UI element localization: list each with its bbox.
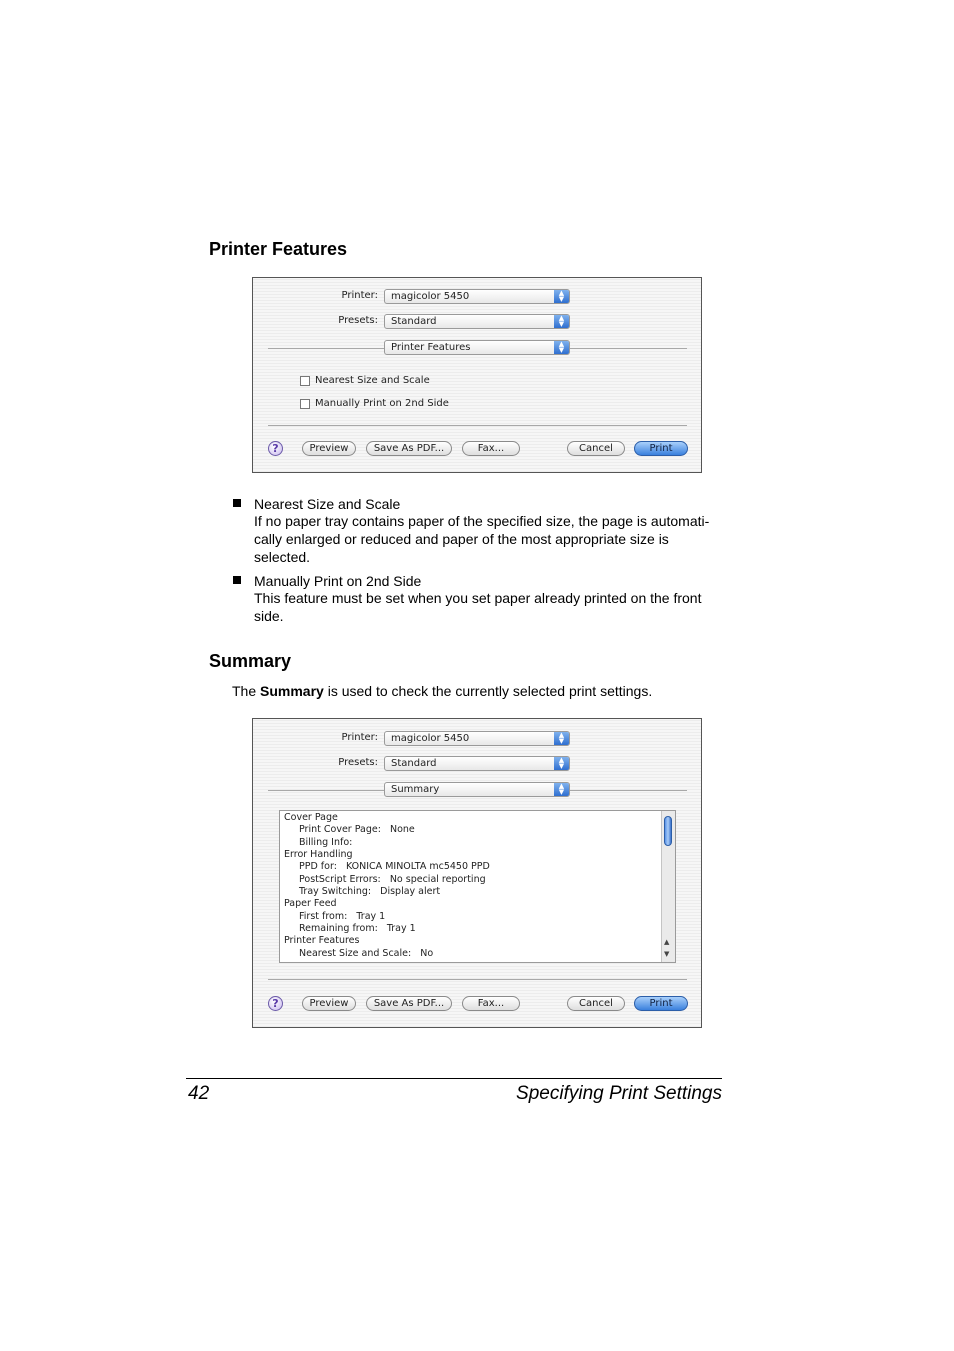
scroll-up-arrow-icon[interactable]: ▲ <box>664 938 670 946</box>
summary-line: Paper Feed <box>284 898 337 909</box>
bullet-desc-line: selected. <box>254 549 311 565</box>
save-as-pdf-button[interactable]: Save As PDF... <box>366 996 452 1011</box>
summary-line: Printer Features <box>284 935 360 946</box>
popup-arrows-icon: ▲ ▼ <box>554 290 569 303</box>
summary-line: Tray Switching: Display alert <box>299 886 441 897</box>
fax-button[interactable]: Fax... <box>462 441 520 456</box>
checkbox-manual-2nd-side-label: Manually Print on 2nd Side <box>315 398 449 409</box>
divider-left <box>268 348 384 349</box>
bullet-desc-line: This feature must be set when you set paper already printed on the front <box>254 590 702 606</box>
presets-label: Presets: <box>338 315 378 326</box>
scroll-down-arrow-icon[interactable]: ▼ <box>664 950 670 958</box>
printer-popup[interactable] <box>384 731 570 746</box>
bullet-desc-line: side. <box>254 608 284 624</box>
bullet-desc-line: cally enlarged or reduced and paper of the most appropriate size is <box>254 531 669 547</box>
scrollbar-thumb[interactable] <box>664 816 672 846</box>
preview-button[interactable]: Preview <box>302 996 356 1011</box>
panel-popup-value: Summary <box>391 784 440 795</box>
summary-intro-bold: Summary <box>260 683 324 699</box>
summary-line: Error Handling <box>284 849 353 860</box>
print-dialog-summary <box>252 718 702 1028</box>
summary-line: PostScript Errors: No special reporting <box>299 874 486 885</box>
summary-intro-before: The <box>232 683 261 699</box>
popup-arrows-icon: ▲ ▼ <box>554 783 569 796</box>
checkbox-manual-2nd-side[interactable] <box>300 399 310 409</box>
print-button[interactable]: Print <box>634 996 688 1011</box>
divider-right <box>570 790 687 791</box>
checkbox-nearest-size-label: Nearest Size and Scale <box>315 375 430 386</box>
summary-intro <box>232 682 652 700</box>
cancel-button[interactable]: Cancel <box>567 441 625 456</box>
popup-arrows-icon: ▲ ▼ <box>554 315 569 328</box>
divider-right <box>570 348 687 349</box>
popup-arrows-icon: ▲ ▼ <box>554 341 569 354</box>
presets-popup[interactable] <box>384 314 570 329</box>
footer-rule <box>186 1078 722 1079</box>
printer-label: Printer: <box>341 290 378 301</box>
summary-line: Billing Info: <box>299 837 353 848</box>
summary-line: PPD for: KONICA MINOLTA mc5450 PPD <box>299 861 490 872</box>
popup-arrows-icon: ▲ ▼ <box>554 732 569 745</box>
print-dialog-printer-features <box>252 277 702 473</box>
summary-line: First from: Tray 1 <box>299 911 386 922</box>
preview-button[interactable]: Preview <box>302 441 356 456</box>
help-icon[interactable]: ? <box>268 996 283 1011</box>
summary-line: Cover Page <box>284 812 338 823</box>
page-number: 42 <box>188 1083 210 1104</box>
bullet-desc-line: If no paper tray contains paper of the specified size, the page is automati- <box>254 513 710 529</box>
presets-label: Presets: <box>338 757 378 768</box>
section-title-printer-features: Printer Features <box>209 239 348 259</box>
section-title-summary: Summary <box>209 651 292 671</box>
bullet-title-manual-2nd-side: Manually Print on 2nd Side <box>254 573 422 589</box>
button-bar-divider <box>268 425 687 426</box>
summary-line: Print Cover Page: None <box>299 824 415 835</box>
fax-button[interactable]: Fax... <box>462 996 520 1011</box>
panel-popup[interactable] <box>384 782 570 797</box>
printer-popup-value: magicolor 5450 <box>391 733 470 744</box>
save-as-pdf-button[interactable]: Save As PDF... <box>366 441 452 456</box>
cancel-button[interactable]: Cancel <box>567 996 625 1011</box>
presets-popup-value: Standard <box>391 758 437 769</box>
presets-popup-value: Standard <box>391 316 437 327</box>
button-bar-divider <box>268 979 687 980</box>
print-button[interactable]: Print <box>634 441 688 456</box>
bullet-marker <box>233 576 241 584</box>
summary-scrollbar[interactable] <box>661 811 675 962</box>
presets-popup[interactable] <box>384 756 570 771</box>
printer-popup-value: magicolor 5450 <box>391 291 470 302</box>
divider-left <box>268 790 384 791</box>
summary-line: Nearest Size and Scale: No <box>299 948 434 959</box>
printer-label: Printer: <box>341 732 378 743</box>
bullet-marker <box>233 499 241 507</box>
panel-popup[interactable] <box>384 340 570 355</box>
printer-popup[interactable] <box>384 289 570 304</box>
panel-popup-value: Printer Features <box>391 342 471 353</box>
help-icon[interactable]: ? <box>268 441 283 456</box>
summary-list[interactable] <box>279 810 676 963</box>
bullet-title-nearest-size: Nearest Size and Scale <box>254 496 401 512</box>
summary-line: Remaining from: Tray 1 <box>299 923 416 934</box>
chapter-title: Specifying Print Settings <box>516 1083 722 1104</box>
summary-intro-after: is used to check the currently selected print settings. <box>323 683 653 699</box>
popup-arrows-icon: ▲ ▼ <box>554 757 569 770</box>
checkbox-nearest-size[interactable] <box>300 376 310 386</box>
